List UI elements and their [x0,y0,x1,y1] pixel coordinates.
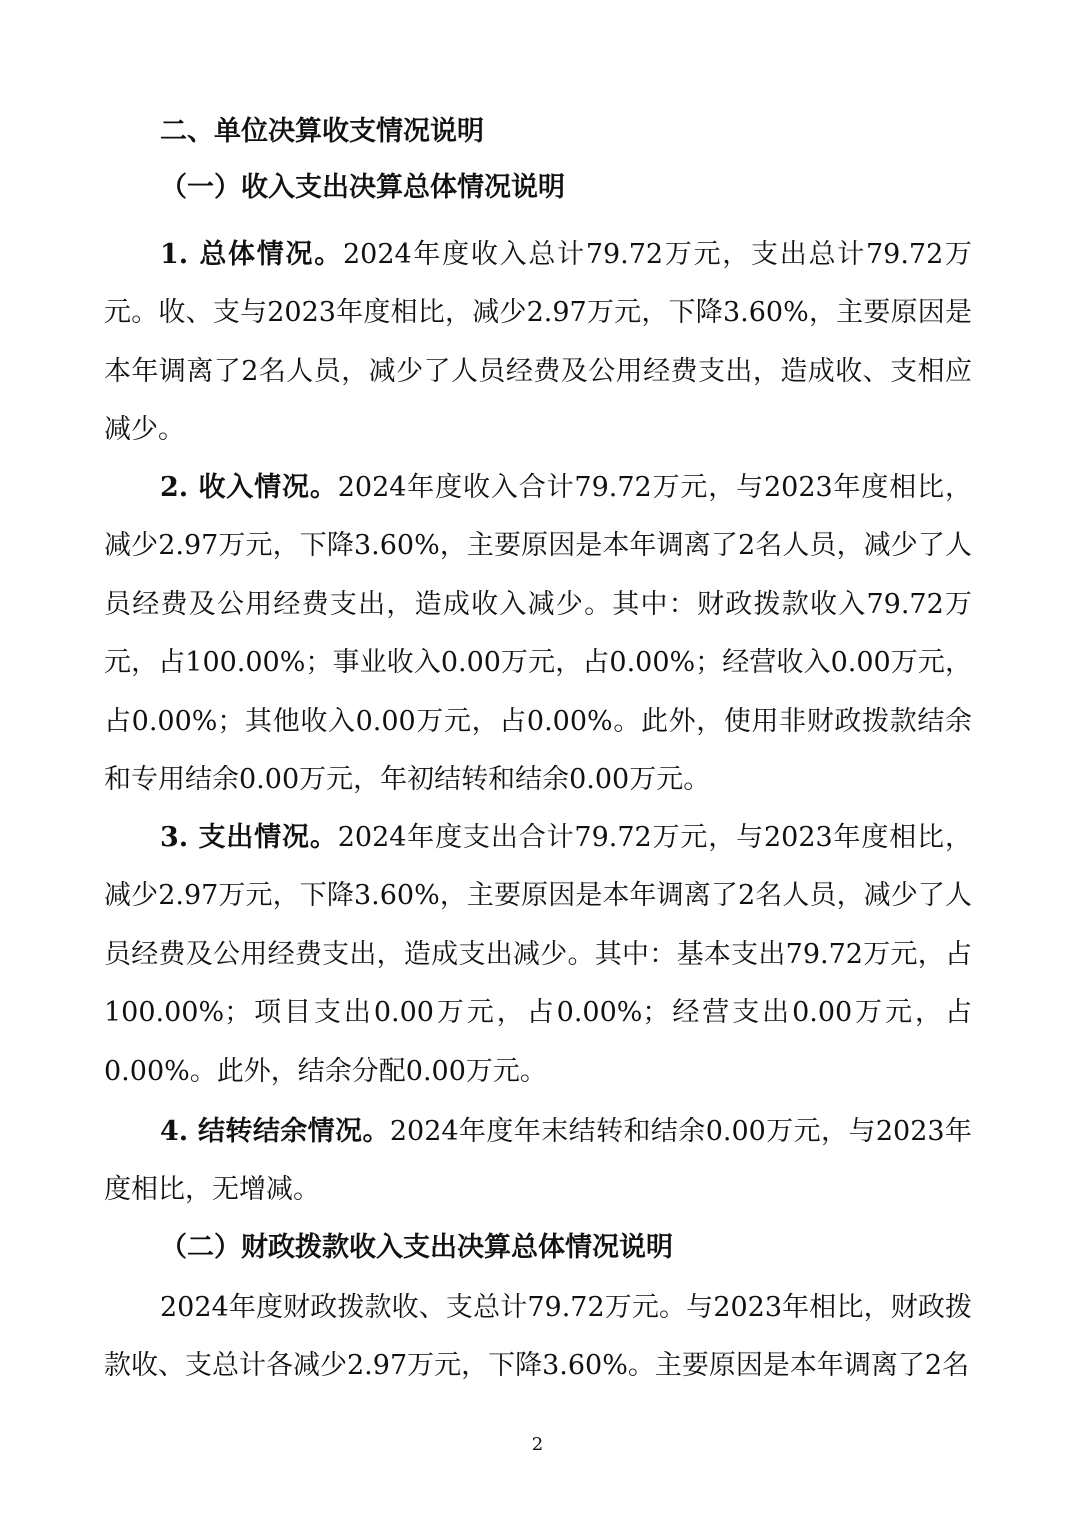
subsection-title-1: （一）收入支出决算总体情况说明 [160,172,565,203]
paragraph-text: 2024年度支出合计79.72万元，与2023年度相比，减少2.97万元，下降3.60%，主要原因是本年调离了2名人员，减少了人员经费及公用经费支出，造成支出减少。其中：基本支出79.72万元，占100.00%；项目支出0.00万元，占0.00%；经营支出0.00万元，占0.00%。此外，结余分配0.00万元。 [104,822,972,1087]
paragraph-lead: 2. 收入情况。 [160,472,338,503]
paragraph-carryover [104,1103,972,1220]
paragraph-text: 2024年度收入总计79.72万元，支出总计79.72万元。收、支与2023年度相比，减少2.97万元，下降3.60%，主要原因是本年调离了2名人员，减少了人员经费及公用经费支出，造成收、支相应减少。 [104,239,972,446]
paragraph-text: 2024年度收入合计79.72万元，与2023年度相比，减少2.97万元，下降3.60%，主要原因是本年调离了2名人员，减少了人员经费及公用经费支出，造成收入减少。其中：财政拨款收入79.72万元，占100.00%；事业收入0.00万元，占0.00%；经营收入0.00万元，占0.00%；其他收入0.00万元，占0.00%。此外，使用非财政拨款结余和专用结余0.00万元，年初结转和结余0.00万元。 [104,472,972,796]
paragraph-lead: 3. 支出情况。 [160,822,338,853]
paragraph-income [104,459,972,809]
paragraph-text: 2024年度年末结转和结余0.00万元，与2023年度相比，无增减。 [104,1116,972,1206]
page-number: 2 [531,1434,544,1455]
paragraph-text: 2024年度财政拨款收、支总计79.72万元。与2023年相比，财政拨款收、支总计各减少2.97万元，下降3.60%。主要原因是本年调离了2名 [104,1292,972,1382]
subsection-title-2: （二）财政拨款收入支出决算总体情况说明 [160,1232,673,1263]
paragraph-expenditure [104,809,972,1101]
section-heading-main: 二、单位决算收支情况说明 [160,116,484,147]
paragraph-lead: 4. 结转结余情况。 [160,1116,390,1147]
paragraph-overall [104,226,972,460]
paragraph-lead: 1. 总体情况。 [160,239,343,270]
paragraph-fiscal [104,1279,972,1396]
